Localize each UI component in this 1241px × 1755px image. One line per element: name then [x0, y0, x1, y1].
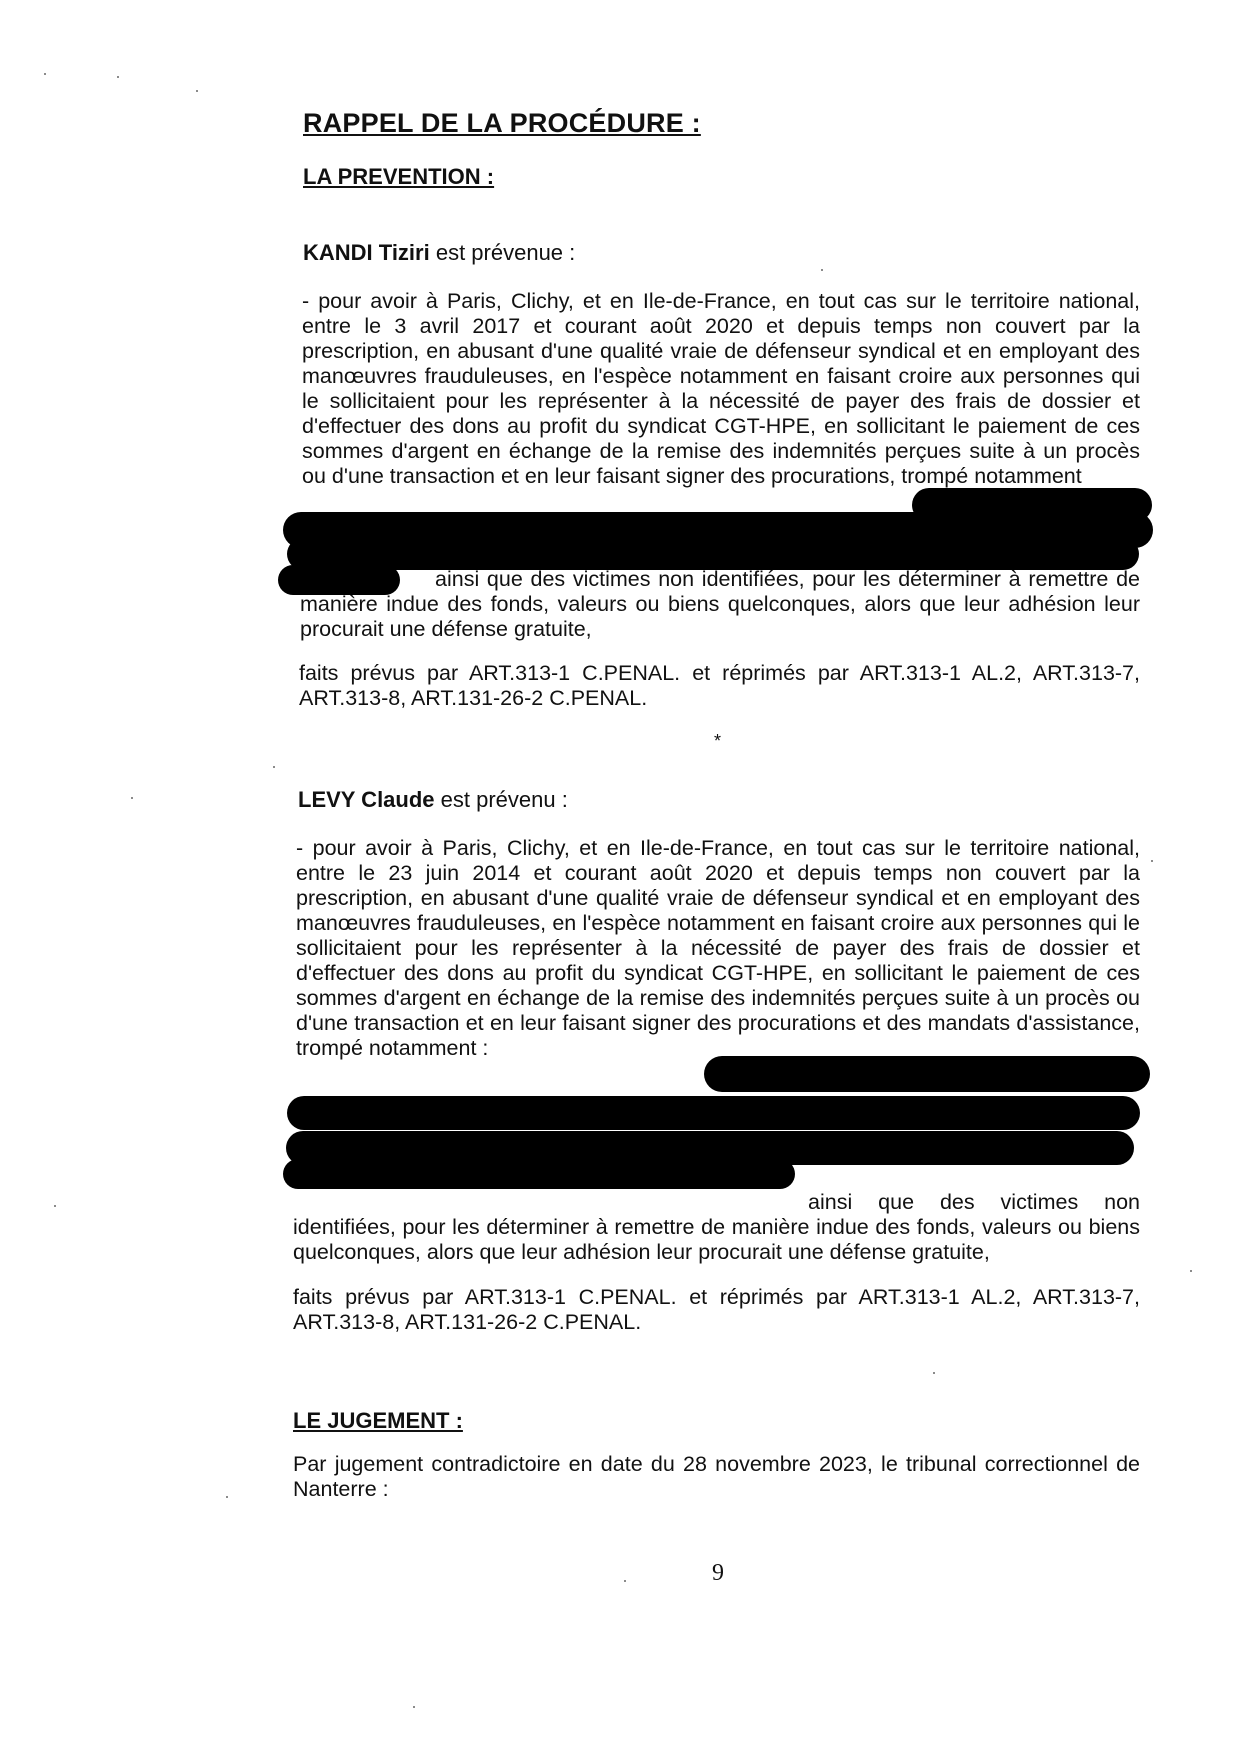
section-heading-judgment: LE JUGEMENT : [293, 1408, 463, 1433]
defendant2-legal-basis: faits prévus par ART.313-1 C.PENAL. et réprimés par ART.313-1 AL.2, ART.313-7, ART.313-8, ART.131-26-2 C.PENAL. [293, 1285, 1140, 1334]
page-title: RAPPEL DE LA PROCÉDURE : [303, 108, 701, 138]
scan-speck [933, 1372, 935, 1374]
scan-speck [273, 766, 275, 768]
page-number: 9 [712, 1560, 724, 1586]
scan-speck [624, 1580, 626, 1582]
defendant2-charge-end: ainsi que des victimes non identifiées, pour les déterminer à remettre de manière indue des fonds, valeurs ou biens quelconques, alors que leur adhésion leur procurait une défense gratuite, [293, 1190, 1140, 1264]
defendant1-lead [303, 240, 575, 266]
scan-speck [196, 90, 198, 92]
redaction-block [287, 1096, 1140, 1130]
scan-speck [117, 76, 119, 78]
redaction-block [287, 538, 1139, 570]
judgment-text: Par jugement contradictoire en date du 28 novembre 2023, le tribunal correctionnel de Nanterre : [293, 1452, 1140, 1501]
defendant1-legal-basis: faits prévus par ART.313-1 C.PENAL. et réprimés par ART.313-1 AL.2, ART.313-7, ART.313-8, ART.131-26-2 C.PENAL. [299, 661, 1140, 710]
defendant1-status: est prévenue : [435, 240, 576, 265]
scan-speck [131, 797, 133, 799]
scan-speck [54, 1205, 56, 1207]
scan-speck [226, 1496, 228, 1498]
defendant1-charge-start: - pour avoir à Paris, Clichy, et en Ile-de-France, en tout cas sur le territoire national, entre le 3 avril 2017 et courant août 2020 et depuis temps non couvert par la prescription, en abusant d'une qualité vraie de défenseur syndical et en employant des manœuvres frauduleuses, en l'espèce notamment en faisant croire aux personnes qui le sollicitaient pour les représenter à la nécessité de payer des frais de dossier et d'effectuer des dons au profit du syndicat CGT-HPE, en sollicitant le paiement de ces sommes d'argent en échange de la remise des indemnités perçues suite à un procès ou d'une transaction et en leur faisant signer des procurations, trompé notamment [302, 289, 1140, 488]
redaction-block [704, 1056, 1150, 1092]
separator-asterisk: * [714, 731, 722, 751]
redaction-block [283, 1159, 795, 1189]
scan-speck [44, 73, 46, 75]
defendant2-charge-start: - pour avoir à Paris, Clichy, et en Ile-de-France, en tout cas sur le territoire national, entre le 23 juin 2014 et courant août 2020 et depuis temps non couvert par la prescription, en abusant d'une qualité vraie de défenseur syndical et en employant des manœuvres frauduleuses, en l'espèce notamment en faisant croire aux personnes qui le sollicitaient pour les représenter à la nécessité de payer des frais de dossier et d'effectuer des dons au profit du syndicat CGT-HPE, en sollicitant le paiement de ces sommes d'argent en échange de la remise des indemnités perçues suite à un procès ou d'une transaction et en leur faisant signer des procurations et des mandats d'assistance, trompé notamment : [296, 836, 1140, 1060]
defendant2-status: est prévenu : [440, 787, 568, 812]
section-heading-prevention: LA PREVENTION : [303, 164, 495, 189]
defendant2-lead [298, 787, 568, 813]
scan-speck [413, 1706, 415, 1708]
defendant1-charge-end: ainsi que des victimes non identifiées, pour les déterminer à remettre de manière indue des fonds, valeurs ou biens quelconques, alors que leur adhésion leur procurait une défense gratuite, [300, 567, 1140, 641]
defendant1-name: KANDI Tiziri [303, 240, 430, 265]
scan-speck [1151, 860, 1153, 862]
scan-speck [1190, 1270, 1192, 1272]
defendant2-name: LEVY Claude [298, 787, 435, 812]
scan-speck [821, 269, 823, 271]
